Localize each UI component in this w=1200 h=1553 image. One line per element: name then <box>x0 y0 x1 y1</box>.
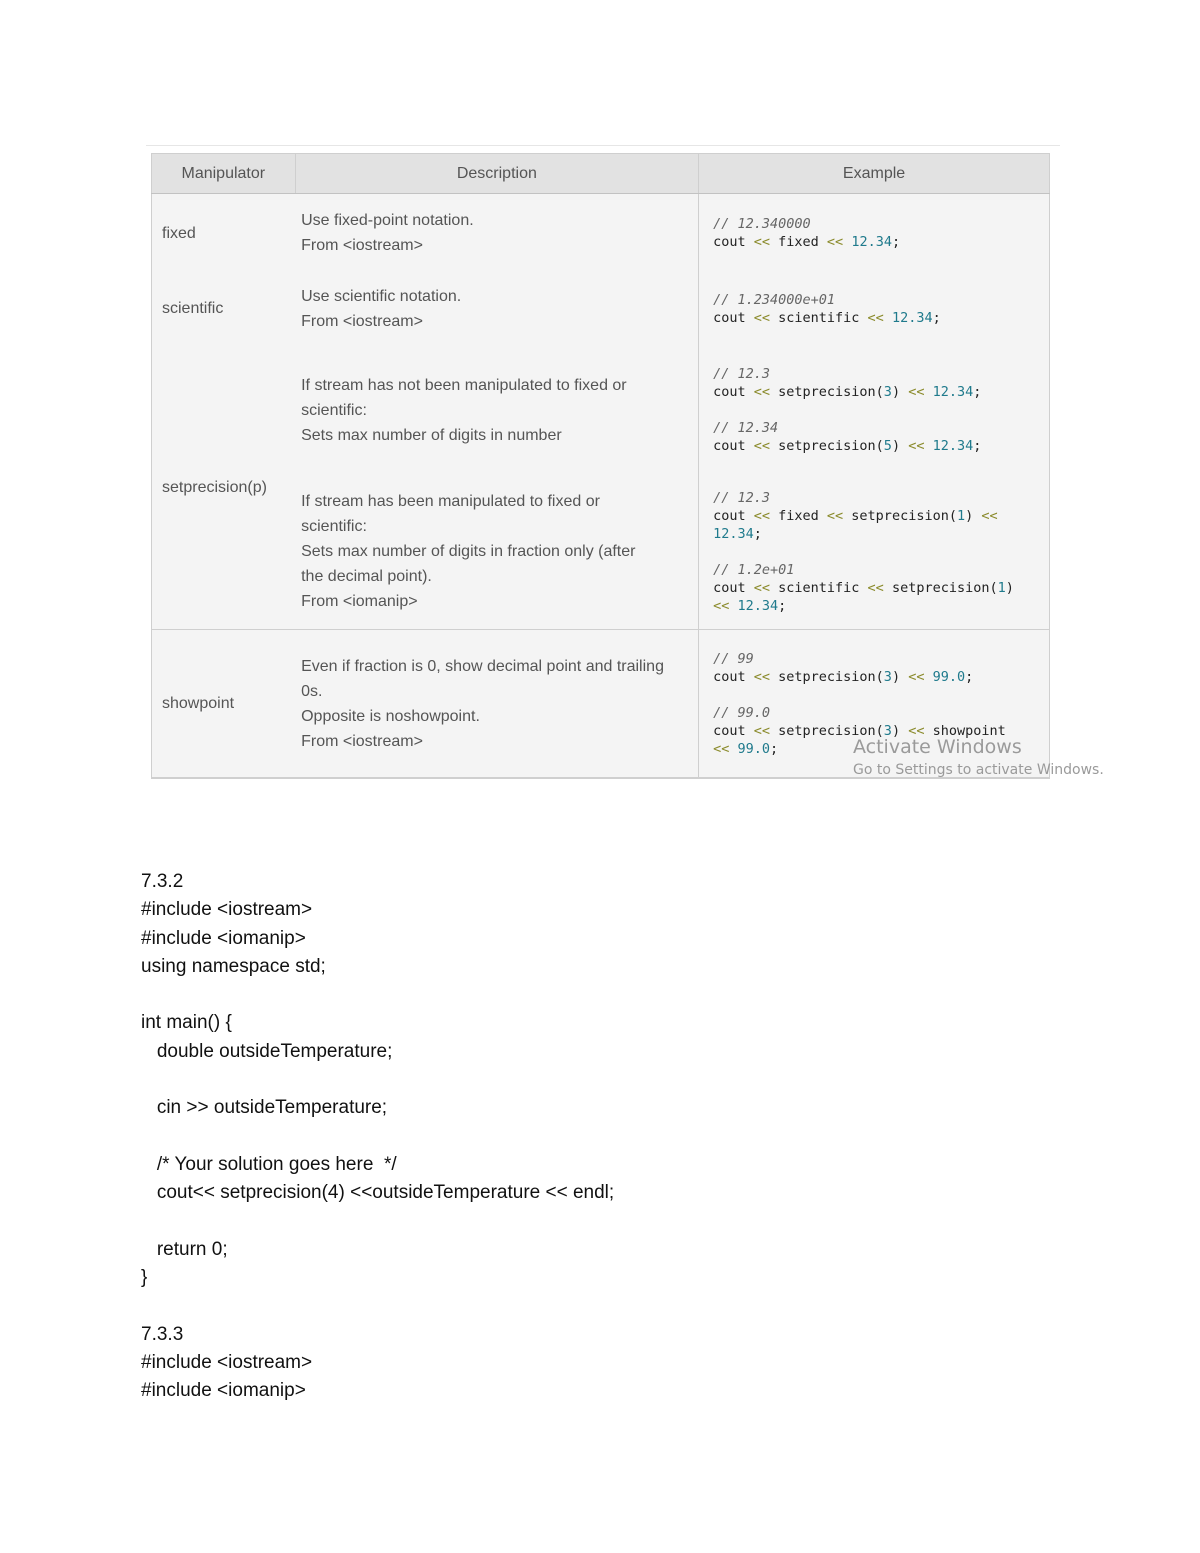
code-line: cout << fixed << 12.34; <box>713 233 901 250</box>
desc-line: If stream has been manipulated to fixed or <box>301 493 600 510</box>
desc-line: Opposite is noshowpoint. <box>301 707 480 725</box>
code-block <box>713 650 1049 686</box>
header-manipulator: Manipulator <box>152 154 296 194</box>
table-row-scientific <box>152 271 1050 346</box>
code-comment: // 12.340000 <box>713 215 811 232</box>
desc-line: From <iostream> <box>301 236 423 254</box>
desc-line: From <iostream> <box>301 312 423 330</box>
code-comment: // 12.34 <box>713 420 779 436</box>
text-line: using namespace std; <box>141 955 326 977</box>
code-comment: // 12.3 <box>713 489 770 506</box>
code-line: 12.34; <box>713 525 762 542</box>
text-line: return 0; <box>141 1238 228 1260</box>
desc-line: Use scientific notation. <box>301 287 462 305</box>
manipulator-name: scientific <box>162 299 224 317</box>
code-block <box>713 489 1049 543</box>
manipulator-description <box>295 194 698 272</box>
header-description: Description <box>295 154 698 194</box>
code-comment: // 99 <box>713 650 754 667</box>
desc-line: scientific: <box>301 518 367 535</box>
code-block <box>713 561 1049 615</box>
table-row-showpoint <box>152 630 1050 779</box>
code-line: cout << setprecision(3) << 99.0; <box>713 668 974 685</box>
document-code-text <box>141 868 1101 1406</box>
desc-line: 0s. <box>301 682 323 700</box>
text-line: cin >> outsideTemperature; <box>141 1097 388 1119</box>
manipulator-example <box>699 630 1050 779</box>
code-block <box>713 419 1049 455</box>
text-line <box>141 981 1101 1009</box>
code-comment: // 1.234000e+01 <box>713 291 836 308</box>
desc-line: From <iostream> <box>301 732 423 750</box>
code-comment: // 1.2e+01 <box>713 561 795 578</box>
code-block <box>713 704 1049 758</box>
code-block <box>713 365 1049 401</box>
text-line: #include <iostream> <box>141 1352 313 1374</box>
manipulator-name: setprecision(p) <box>162 478 267 496</box>
manipulator-description <box>295 271 698 346</box>
watermark-title: Activate Windows <box>853 736 1022 758</box>
desc-line: Sets max number of digits in number <box>301 426 562 444</box>
desc-line: From <iomanip> <box>301 593 418 610</box>
manipulator-example <box>699 194 1050 272</box>
text-line: /* Your solution goes here */ <box>141 1153 397 1175</box>
text-line: #include <iostream> <box>141 899 313 921</box>
text-line <box>141 1208 1101 1236</box>
code-line: cout << setprecision(5) << 12.34; <box>713 438 982 454</box>
text-line: 7.3.3 <box>141 1323 184 1345</box>
reference-table-screenshot <box>146 145 1104 792</box>
manipulator-description <box>295 630 698 779</box>
code-line: cout << scientific << setprecision(1) <box>713 579 1014 596</box>
code-line: << 99.0; <box>713 740 779 757</box>
text-line <box>141 1123 1101 1151</box>
manipulator-example <box>699 474 1050 630</box>
code-comment: // 12.3 <box>713 366 770 382</box>
desc-line: Use fixed-point notation. <box>301 211 474 229</box>
desc-line: the decimal point). <box>301 568 432 585</box>
desc-line: scientific: <box>301 401 367 419</box>
desc-line: If stream has not been manipulated to fixed or <box>301 376 627 394</box>
text-line <box>141 1066 1101 1094</box>
manipulator-table <box>151 153 1050 779</box>
table-header-row <box>152 154 1050 194</box>
desc-line: Even if fraction is 0, show decimal point and trailing <box>301 657 664 675</box>
text-line <box>141 1292 1101 1320</box>
code-line: cout << fixed << setprecision(1) << <box>713 507 998 524</box>
header-example: Example <box>699 154 1050 194</box>
text-line: #include <iomanip> <box>141 927 306 949</box>
text-line: 7.3.2 <box>141 871 184 892</box>
manipulator-example <box>699 346 1050 474</box>
text-line: int main() { <box>141 1012 232 1034</box>
code-line: cout << setprecision(3) << showpoint <box>713 722 1006 739</box>
manipulator-name: showpoint <box>152 630 296 779</box>
desc-line: Sets max number of digits in fraction only (after <box>301 543 636 560</box>
code-comment: // 99.0 <box>713 704 770 721</box>
manipulator-name: fixed <box>162 224 196 242</box>
text-line: cout<< setprecision(4) <<outsideTemperature << endl; <box>141 1182 615 1204</box>
text-line: #include <iomanip> <box>141 1380 306 1402</box>
watermark-subtitle: Go to Settings to activate Windows. <box>853 762 1104 778</box>
text-line: } <box>141 1267 148 1289</box>
manipulator-description <box>295 346 698 474</box>
table-row-setprecision <box>152 346 1050 474</box>
code-line: cout << setprecision(3) << 12.34; <box>713 384 982 400</box>
code-line: cout << scientific << 12.34; <box>713 309 941 326</box>
text-line: double outsideTemperature; <box>141 1040 393 1062</box>
table-row-fixed <box>152 194 1050 272</box>
code-line: << 12.34; <box>713 597 787 614</box>
manipulator-example <box>699 271 1050 346</box>
manipulator-description <box>295 474 698 630</box>
